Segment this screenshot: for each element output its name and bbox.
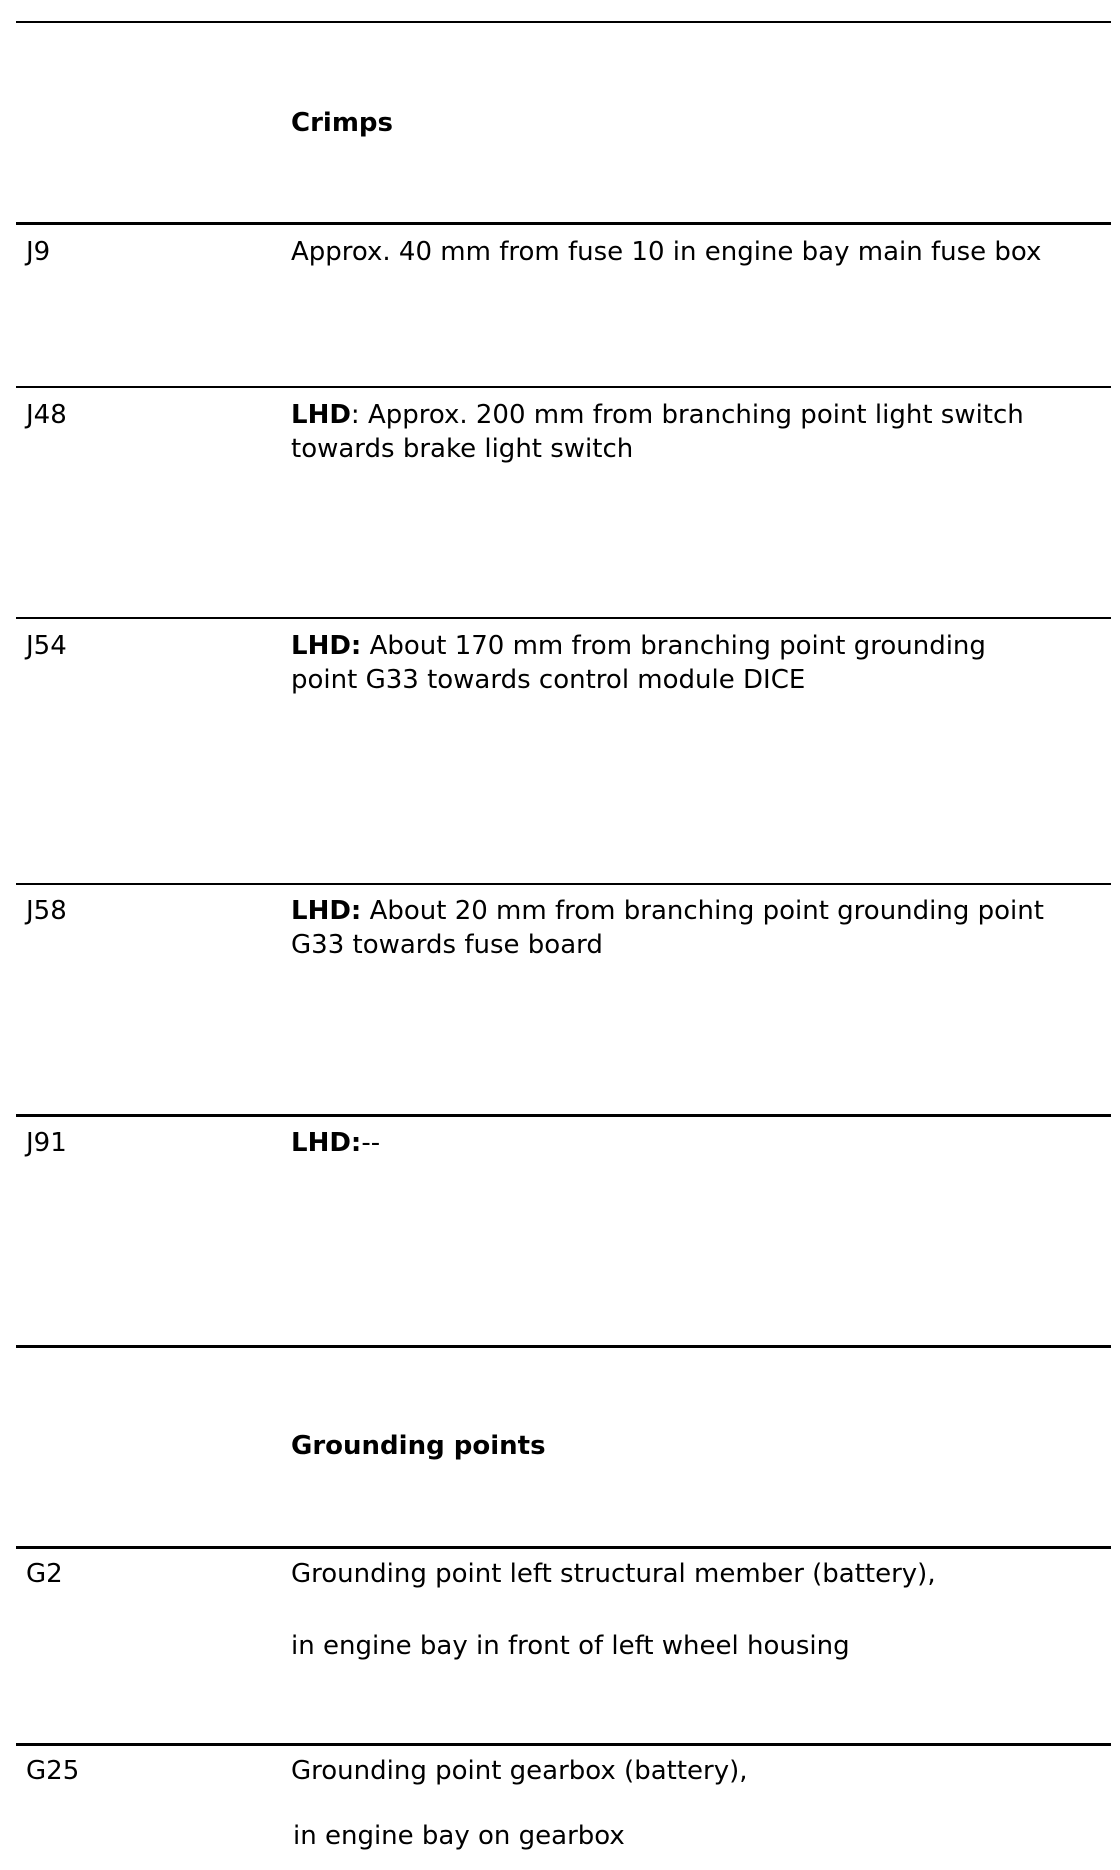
row-divider — [16, 1345, 1111, 1348]
row-code: J58 — [26, 896, 67, 926]
row-description: LHD: About 170 mm from branching point grounding — [291, 631, 986, 661]
row-divider — [16, 386, 1111, 388]
row-description-line: G33 towards fuse board — [291, 930, 603, 960]
grounding-header-rule — [16, 1546, 1111, 1549]
row-code: J9 — [26, 237, 51, 267]
row-code: G2 — [26, 1559, 63, 1589]
crimps-header-rule — [16, 222, 1111, 225]
row-description: LHD: Approx. 200 mm from branching point light switch — [291, 400, 1024, 430]
row-description: Grounding point left structural member (battery), — [291, 1559, 936, 1589]
row-description-line: in engine bay in front of left wheel housing — [291, 1631, 850, 1661]
row-code: J91 — [26, 1128, 67, 1158]
row-description: Grounding point gearbox (battery), — [291, 1756, 748, 1786]
row-divider — [16, 883, 1111, 885]
row-description: LHD:-- — [291, 1128, 381, 1158]
section-heading-grounding-points: Grounding points — [291, 1431, 546, 1461]
row-description: LHD: About 20 mm from branching point grounding point — [291, 896, 1044, 926]
row-description-line: towards brake light switch — [291, 434, 634, 464]
row-divider — [16, 617, 1111, 619]
row-description-line: in engine bay on gearbox — [293, 1821, 625, 1851]
row-code: J48 — [26, 400, 67, 430]
row-divider — [16, 1743, 1111, 1746]
row-divider — [16, 1114, 1111, 1117]
row-code: J54 — [26, 631, 67, 661]
top-rule — [16, 21, 1111, 23]
row-code: G25 — [26, 1756, 80, 1786]
row-description: Approx. 40 mm from fuse 10 in engine bay main fuse box — [291, 237, 1042, 267]
row-description-line: point G33 towards control module DICE — [291, 665, 806, 695]
section-heading-crimps: Crimps — [291, 108, 393, 138]
